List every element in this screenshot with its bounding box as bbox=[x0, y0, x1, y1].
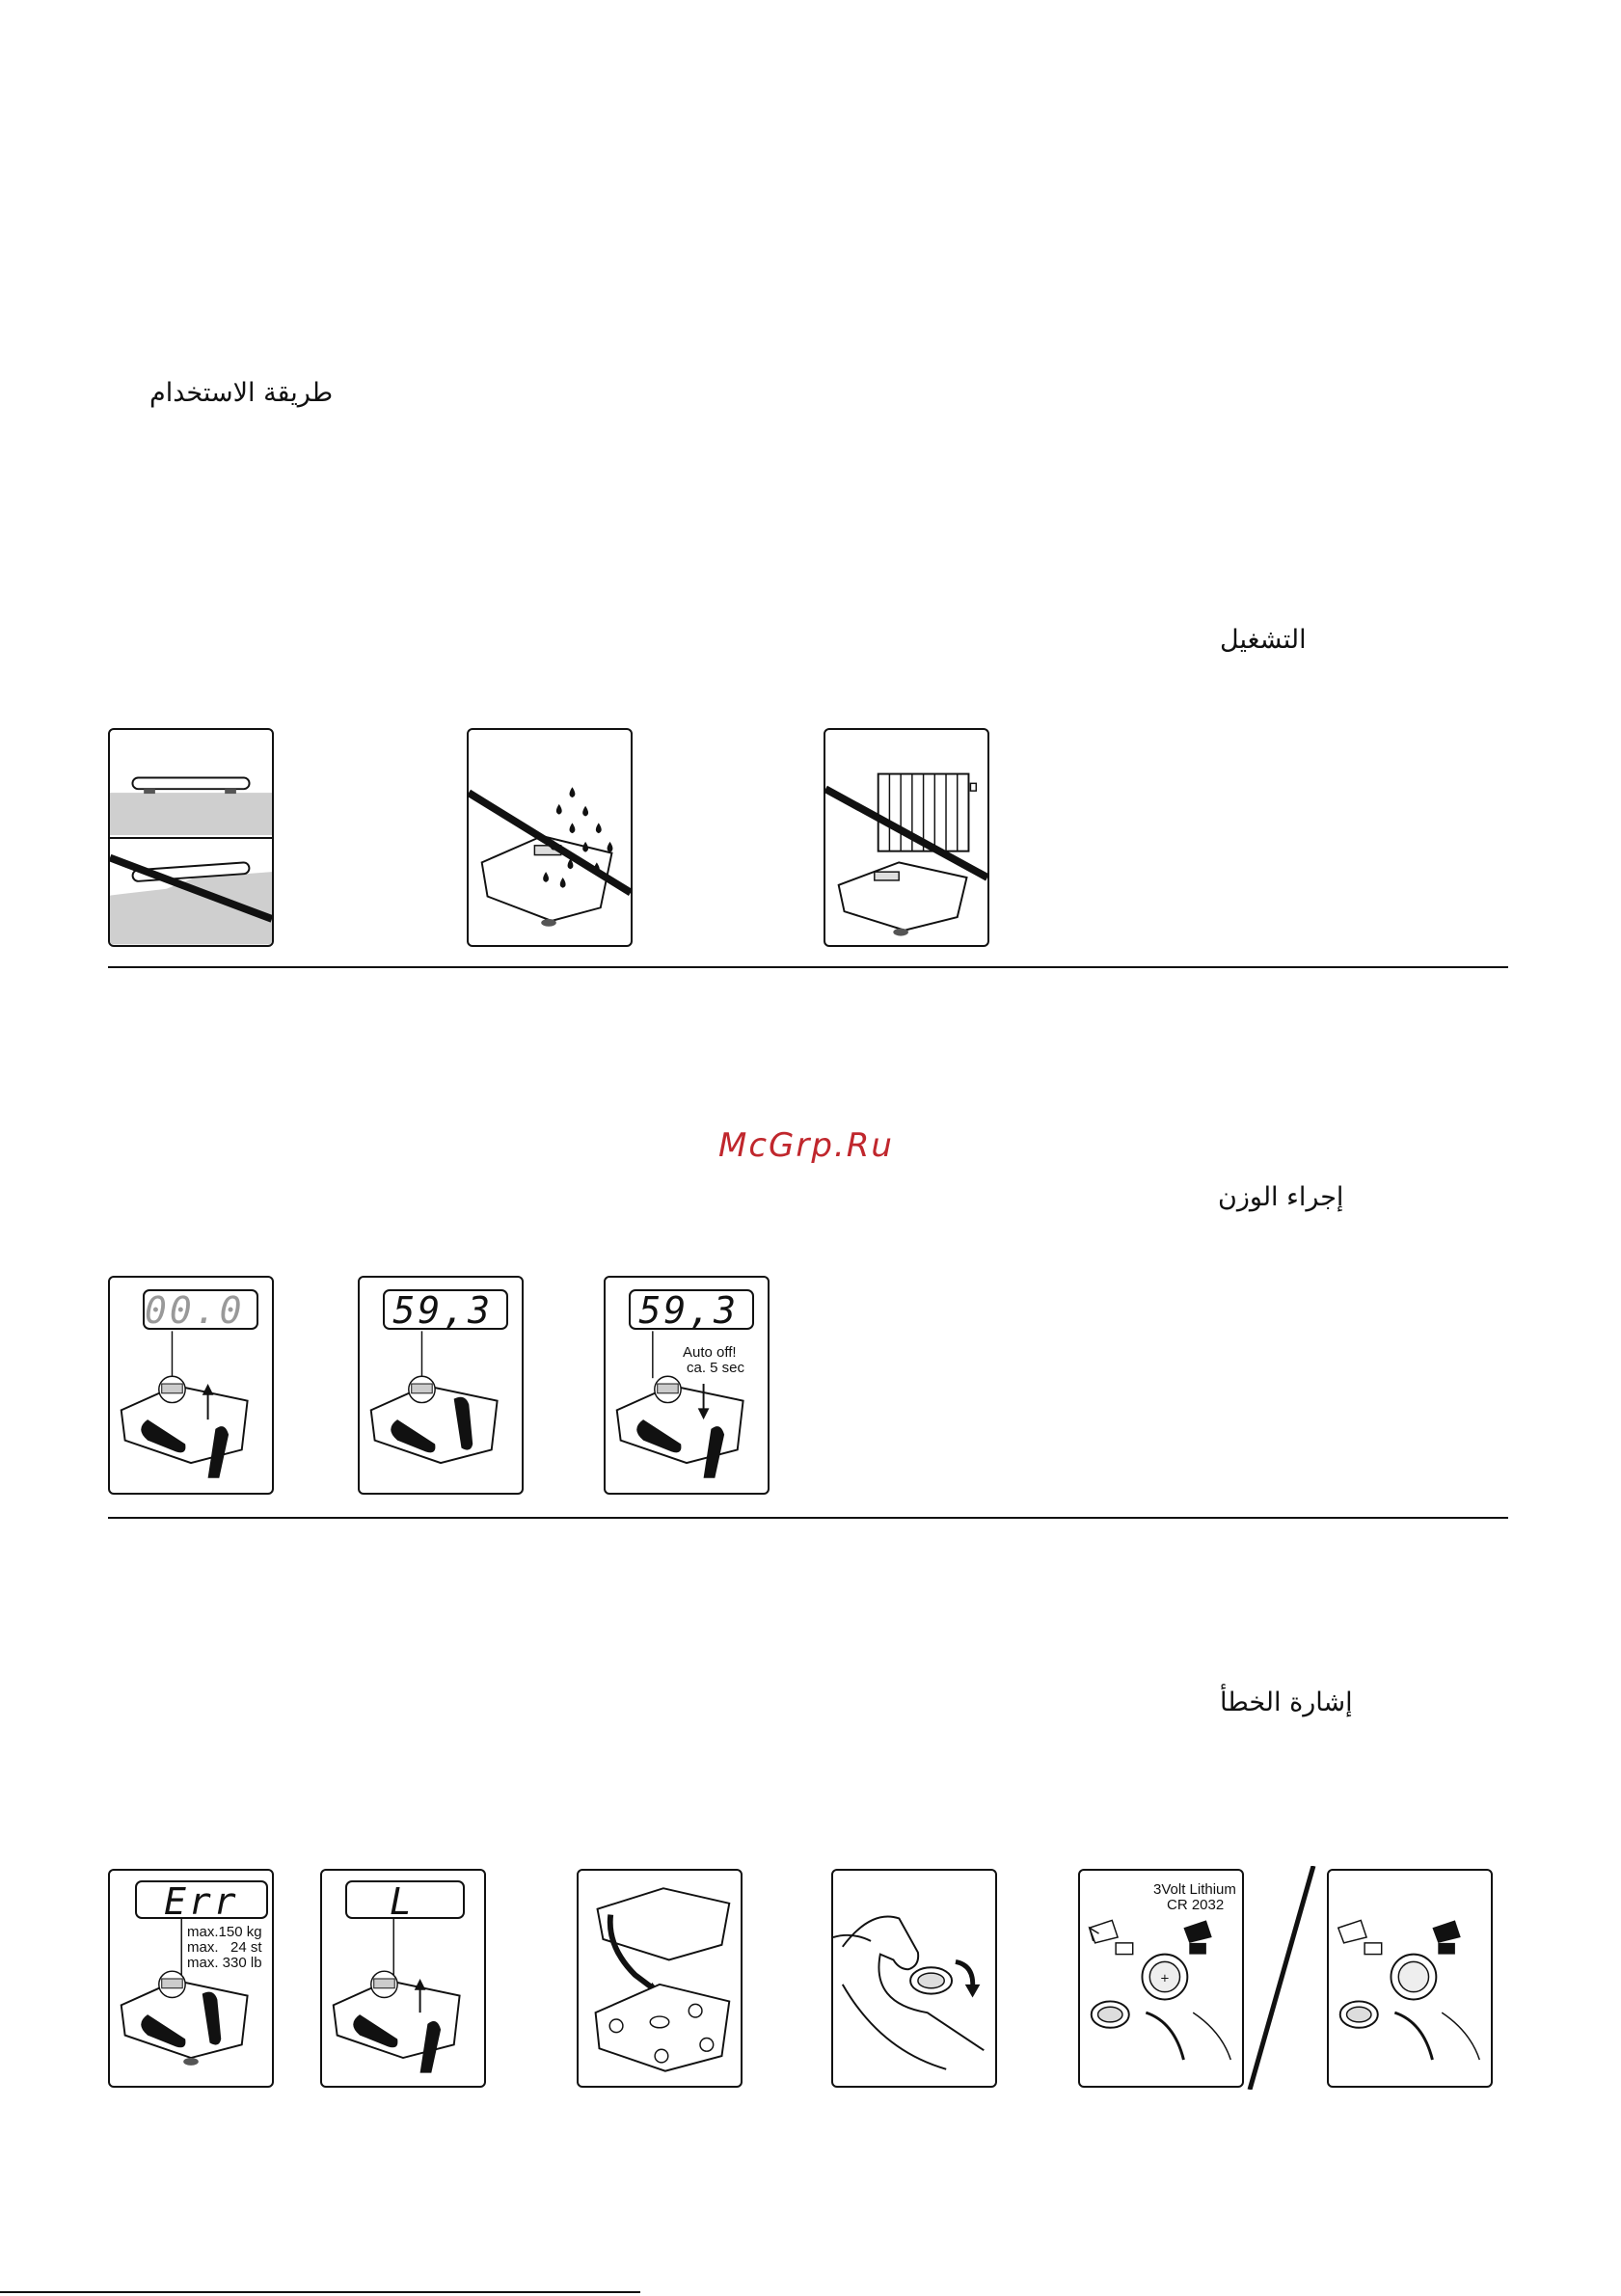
no-heater-icon bbox=[825, 730, 987, 945]
section-divider bbox=[108, 966, 1508, 968]
replace-battery-panel-a bbox=[1078, 1869, 1244, 2088]
coin-battery-icon bbox=[1080, 1871, 1242, 2086]
flip-scale-icon bbox=[579, 1871, 741, 2086]
scale-step-on-icon bbox=[110, 1278, 272, 1493]
scale-low-battery-icon bbox=[322, 1871, 484, 2086]
weighing-step-1-panel bbox=[108, 1276, 274, 1495]
no-water-icon bbox=[469, 730, 631, 945]
no-heater-panel bbox=[824, 728, 989, 947]
low-battery-panel bbox=[320, 1869, 486, 2088]
auto-off-label: Auto off! bbox=[683, 1344, 737, 1361]
display-weight: 59,3 bbox=[383, 1289, 508, 1330]
level-surface-panel bbox=[108, 728, 274, 947]
svg-text:+: + bbox=[1159, 1970, 1170, 1985]
usage-heading: طريقة الاستخدام bbox=[149, 378, 334, 408]
error-heading: إشارة الخطأ bbox=[1220, 1688, 1353, 1717]
max-st-label: max. 24 st bbox=[187, 1939, 262, 1956]
section-divider bbox=[108, 1517, 1508, 1519]
uneven-surface-icon bbox=[110, 730, 272, 945]
battery-type-label: 3Volt Lithium bbox=[1153, 1881, 1236, 1898]
scale-overload-icon bbox=[110, 1871, 272, 2086]
operation-heading: التشغيل bbox=[1220, 625, 1307, 655]
display-low: L bbox=[345, 1880, 465, 1919]
display-err: Err bbox=[135, 1880, 268, 1919]
auto-off-time: ca. 5 sec bbox=[687, 1360, 745, 1376]
max-lb-label: max. 330 lb bbox=[187, 1955, 262, 1971]
coin-battery-icon bbox=[1329, 1871, 1491, 2086]
scale-standing-icon bbox=[360, 1278, 522, 1493]
slash-divider bbox=[1244, 1866, 1321, 2090]
open-cover-icon bbox=[833, 1871, 995, 2086]
no-water-panel bbox=[467, 728, 633, 947]
battery-model-label: CR 2032 bbox=[1167, 1897, 1225, 1913]
display-weight-hold: 59,3 bbox=[629, 1289, 754, 1330]
weighing-heading: إجراء الوزن bbox=[1218, 1182, 1344, 1212]
watermark: McGrp.Ru bbox=[718, 1126, 894, 1165]
open-battery-cover-panel bbox=[831, 1869, 997, 2088]
footer-rule bbox=[0, 2291, 640, 2293]
max-kg-label: max.150 kg bbox=[187, 1924, 262, 1940]
overload-error-panel bbox=[108, 1869, 274, 2088]
flip-scale-panel bbox=[577, 1869, 743, 2088]
replace-battery-panel-b bbox=[1327, 1869, 1493, 2088]
weighing-step-3-panel bbox=[604, 1276, 770, 1495]
scale-step-off-icon bbox=[606, 1278, 768, 1493]
weighing-step-2-panel bbox=[358, 1276, 524, 1495]
display-zero: 00.0 bbox=[143, 1289, 258, 1330]
